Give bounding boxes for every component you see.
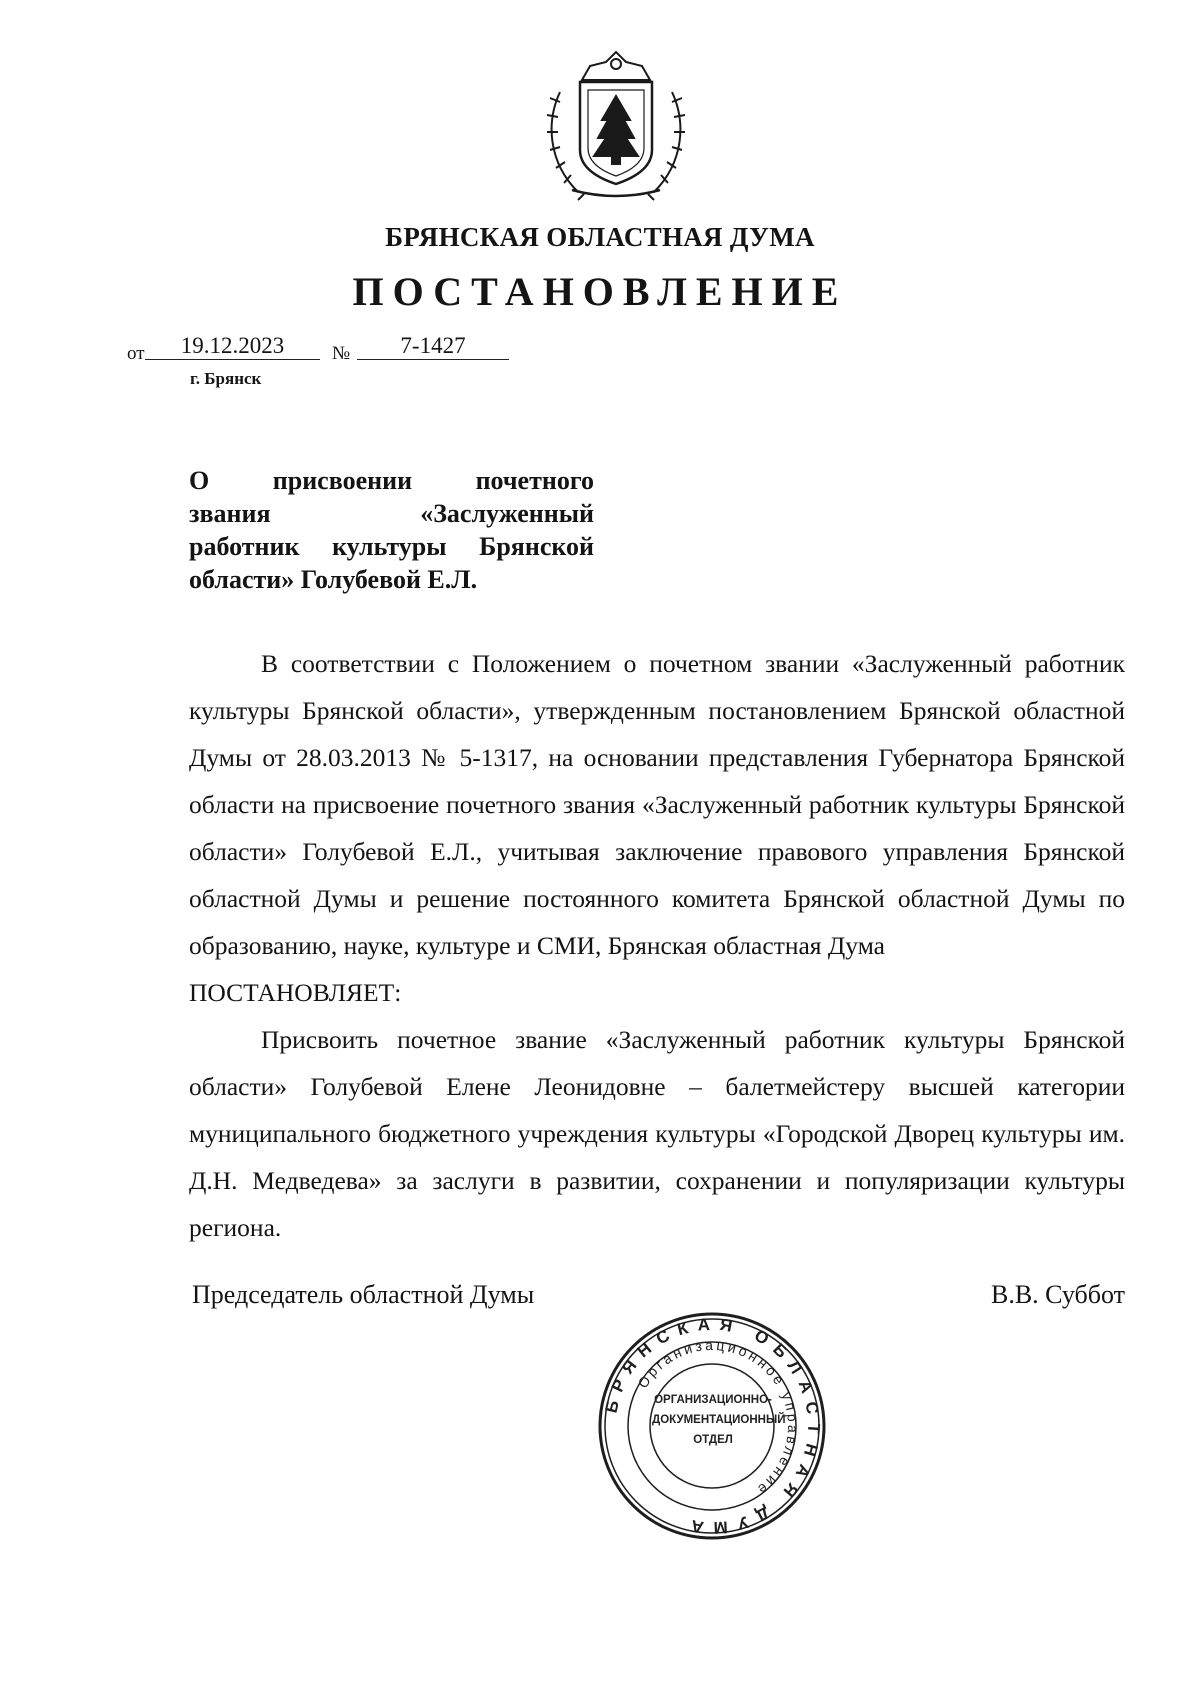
stamp-inner-text: Организационное управление <box>634 1336 802 1500</box>
subject-line: работник культуры Брянской <box>189 532 594 561</box>
resolution-paragraph: Присвоить почетное звание «Заслуженный работник культуры Брянской области» Голубевой Елене Леонидовне – балетмейстеру высшей категории муниципального бюджетного учреждения культуры «Городской Дворец культуры им. Д.Н. Медведева» за заслуги в развитии, сохранении и популяризации культуры региона. <box>189 1025 1125 1242</box>
stamp-center-line: ОТДЕЛ <box>693 1434 733 1446</box>
subject-block <box>189 464 594 596</box>
document-body <box>189 640 1125 1251</box>
date-label: от <box>127 343 145 364</box>
subject-line: звания «Заслуженный <box>189 499 594 528</box>
stamp-center-text <box>652 1390 786 1450</box>
stamp-center-line: ОРГАНИЗАЦИОННО- <box>654 1394 772 1406</box>
preamble-paragraph: В соответствии с Положением о почетном звании «Заслуженный работник культуры Брянской области», утвержденным постановлением Брянской областной Думы от 28.03.2013 № 5-1317, на основании представления Губернатора Брянской области на присвоение почетного звания «Заслуженный работник культуры Брянской области» Голубевой Е.Л., учитывая заключение правового управления Брянской областной Думы и решение постоянного комитета Брянской областной Думы по образованию, науке, культуре и СМИ, Брянская областная Дума <box>189 649 1125 960</box>
document-date: 19.12.2023 <box>145 333 320 360</box>
subject-line: области» Голубевой Е.Л. <box>189 565 478 594</box>
coat-of-arms-icon <box>538 42 694 202</box>
signatory-title: Председатель областной Думы <box>192 1280 535 1309</box>
stamp-outer-text: БРЯНСКАЯ ОБЛАСТНАЯ ДУМА <box>601 1314 824 1538</box>
number-label: № <box>332 343 351 364</box>
stamp-center-line: ДОКУМЕНТАЦИОННЫЙ <box>652 1414 786 1426</box>
decree-heading: ПОСТАНОВЛЯЕТ: <box>189 978 402 1007</box>
signatory-name: В.В. Суббот <box>990 1280 1125 1309</box>
date-number-row <box>127 333 527 363</box>
organization-name: БРЯНСКАЯ ОБЛАСТНАЯ ДУМА <box>385 222 815 252</box>
city: г. Брянск <box>190 369 262 388</box>
subject-line: О присвоении почетного <box>189 466 594 495</box>
document-type: ПОСТАНОВЛЕНИЕ <box>352 269 848 314</box>
document-number: 7-1427 <box>357 333 509 360</box>
